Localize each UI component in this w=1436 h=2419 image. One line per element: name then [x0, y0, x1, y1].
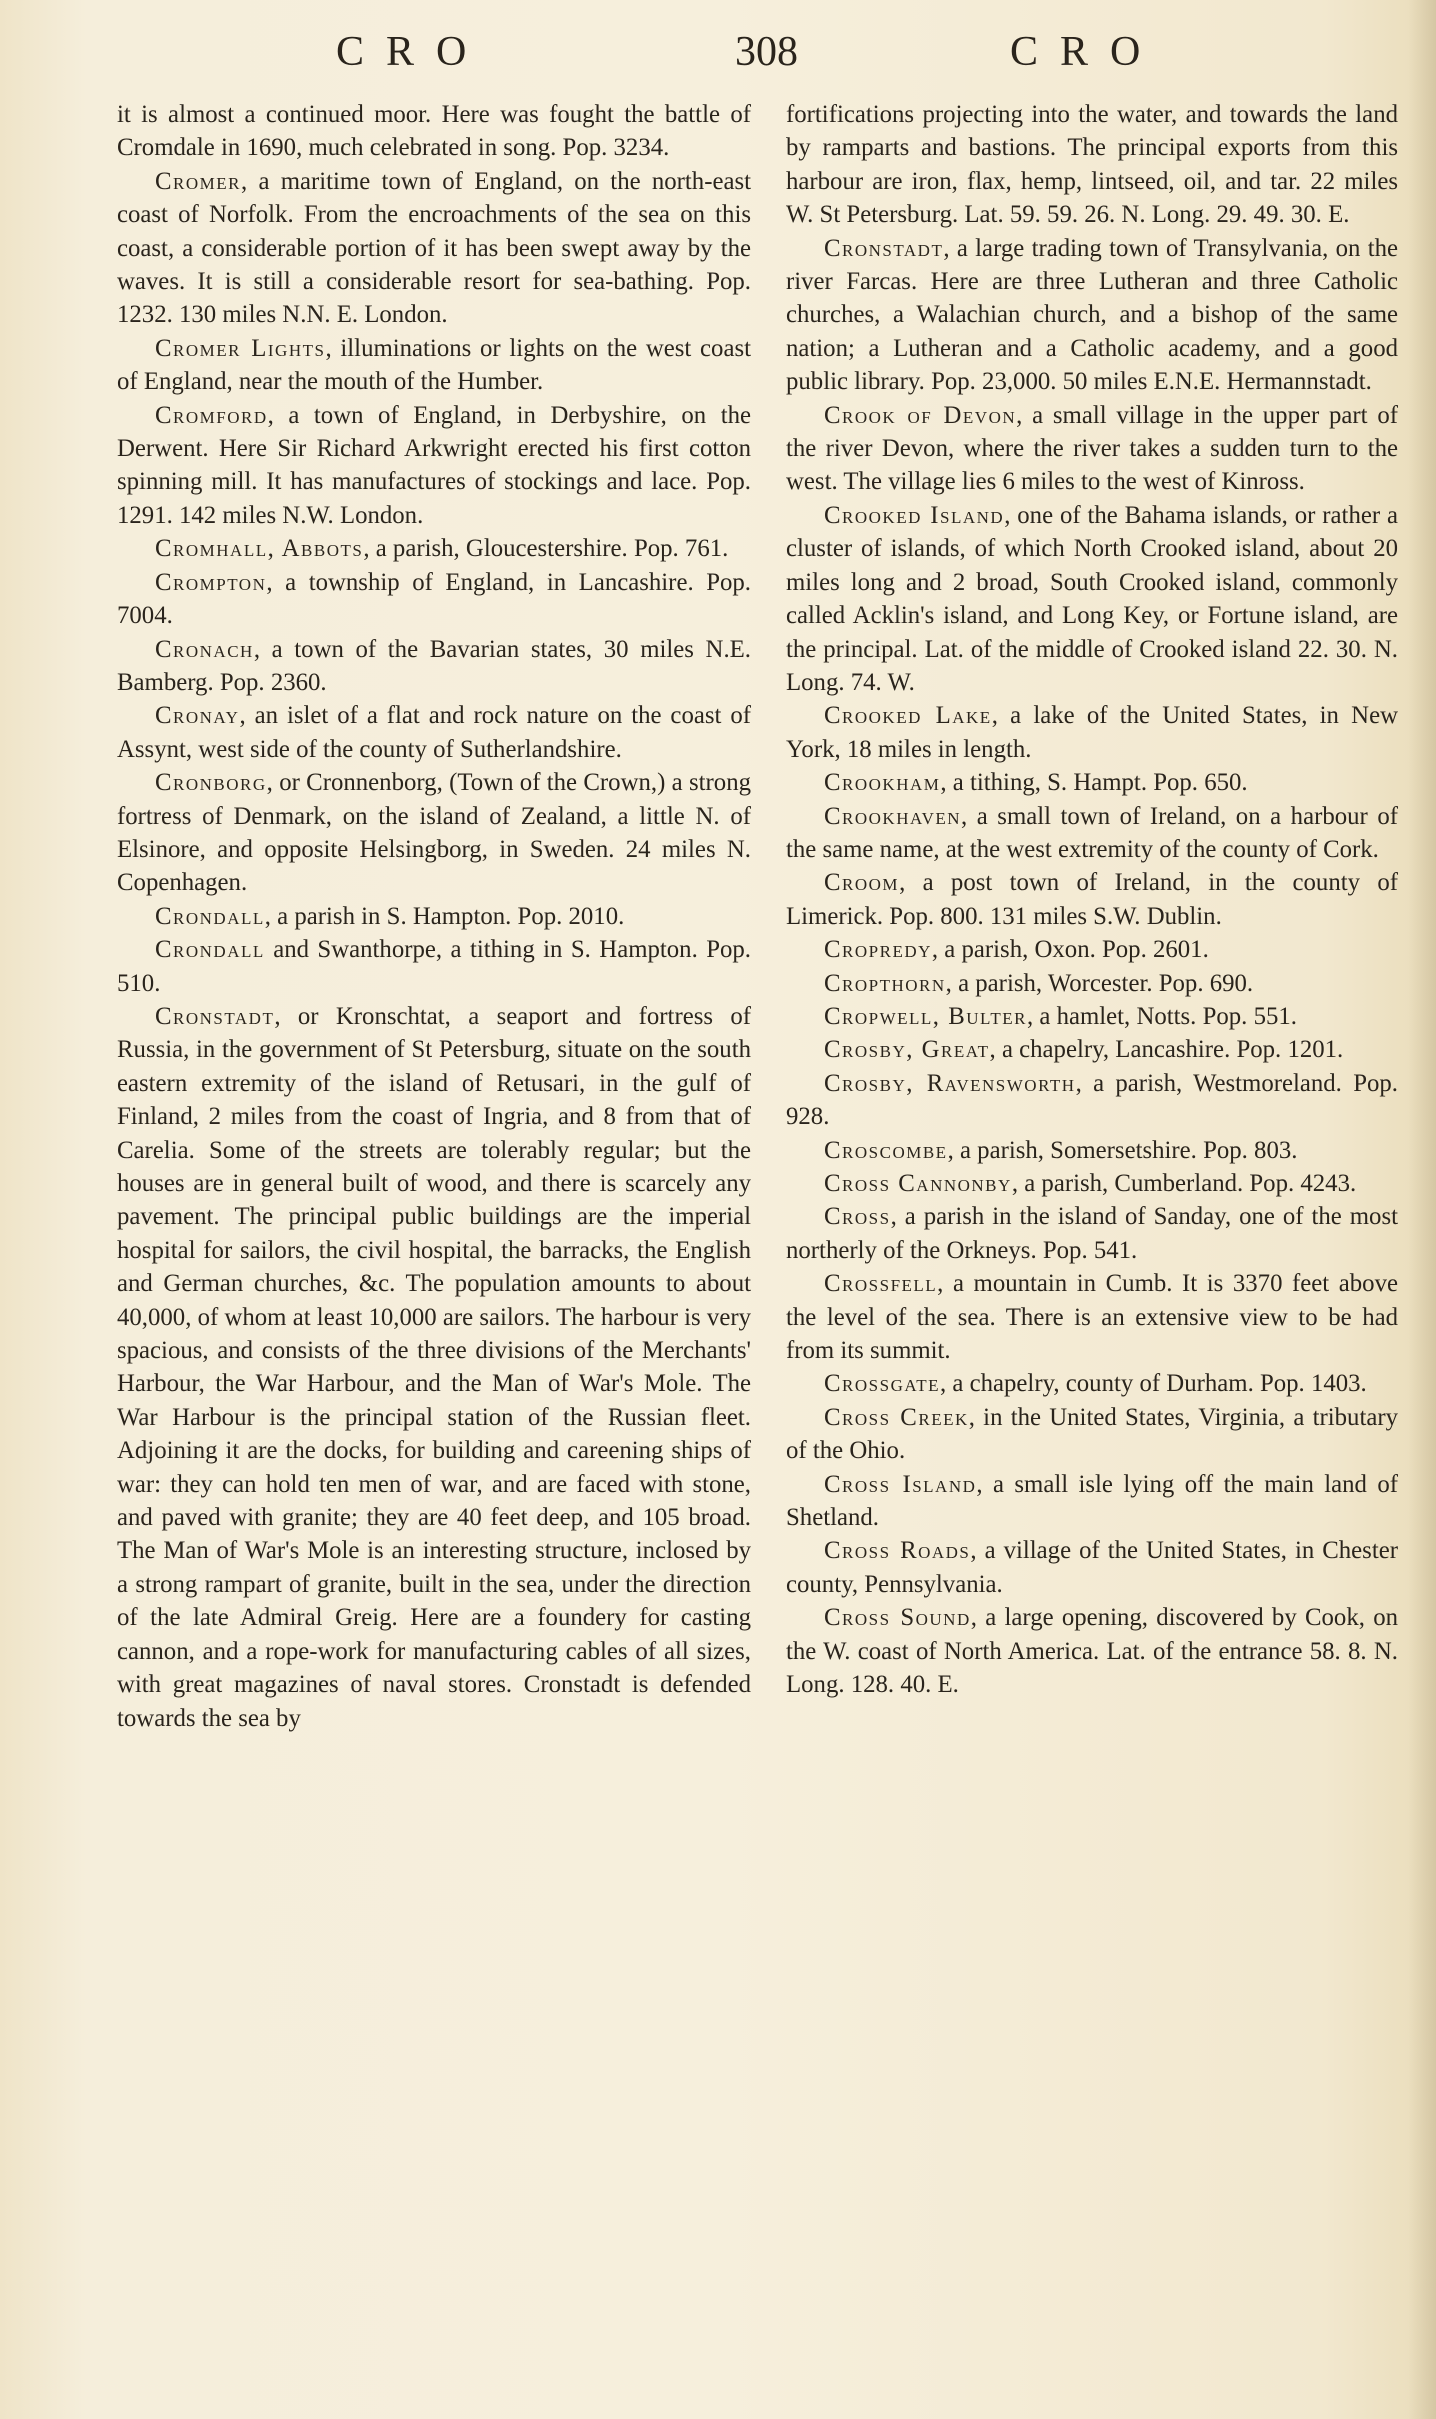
entry-text: , a town of England, in Derbyshire, on the Derwent. Here Sir Richard Arkwright erected his first cotton spinning mill. It has manufactures of stockings and lace. Pop. 1291. 142 miles N.W. London.: [117, 401, 751, 529]
headword: Crossgate: [824, 1370, 941, 1398]
entry: [117, 900, 751, 933]
entry-text: , a post town of Ireland, in the county of Limerick. Pop. 800. 131 miles S.W. Dublin.: [786, 869, 1398, 930]
headword: Crookhaven: [824, 802, 962, 830]
headword: Cromer: [155, 167, 241, 195]
entry-text: , an islet of a flat and rock nature on the coast of Assynt, west side of the county of Sutherlandshire.: [117, 702, 751, 763]
entry: [117, 332, 751, 399]
entry-text: , a tithing, S. Hampt. Pop. 650.: [940, 769, 1248, 797]
headword: Cross Island: [824, 1470, 977, 1498]
headword: Crondall: [155, 936, 265, 964]
entry-text: , a lake of the United States, in New York, 18 miles in length.: [786, 702, 1399, 763]
headword: Cropthorn: [824, 969, 946, 997]
headword: Crossfell: [824, 1270, 938, 1298]
entry-continuation: [786, 98, 1398, 232]
entry: [117, 399, 751, 533]
entry: [117, 933, 751, 1000]
entry: [117, 1000, 751, 1735]
entry-continuation: [117, 98, 751, 165]
entry-text: , a small isle lying off the main land of Shetland.: [786, 1470, 1398, 1532]
entry: [786, 1200, 1398, 1267]
headword: Crompton: [155, 568, 267, 596]
entry: [117, 633, 751, 700]
entry-text: , a town of the Bavarian states, 30 miles N.E. Bamberg. Pop. 2360.: [117, 635, 751, 696]
entry: [786, 1067, 1398, 1134]
entry: [786, 866, 1398, 933]
entry-text: and Swanthorpe, a tithing in S. Hampton. Pop. 510.: [117, 936, 751, 997]
headword: Crosby, Great: [824, 1036, 990, 1064]
headword: Cronay: [155, 702, 240, 730]
entry-text: , one of the Bahama islands, or rather a cluster of islands, of which North Crooked island, about 20 miles long and 2 broad, South Crooked island, commonly called Acklin's island, and Long Key, or Fortune island, are the principal. Lat. of the middle of Crooked island 22. 30. N. Long. 74. W.: [786, 501, 1398, 696]
entry-text: , a parish, Cumberland. Pop. 4243.: [1011, 1170, 1357, 1197]
running-head: [0, 28, 1436, 88]
headword: Cross Creek: [824, 1403, 969, 1431]
entry-text: , a township of England, in Lancashire. Pop. 7004.: [117, 568, 751, 630]
entry-text: , a parish in the island of Sanday, one of the most northerly of the Orkneys. Pop. 541.: [786, 1203, 1398, 1264]
headword: Cronstadt: [155, 1002, 275, 1030]
headword: Cross Roads: [824, 1537, 971, 1565]
entry: [786, 1167, 1398, 1200]
running-head-left: CRO: [336, 29, 489, 75]
entry-text: it is almost a continued moor. Here was fought the battle of Cromdale in 1690, much celebrated in song. Pop. 3234.: [117, 101, 751, 162]
entry: [117, 766, 751, 900]
headword: Cropwell, Bulter: [824, 1002, 1027, 1030]
entry-text: , a mountain in Cumb. It is 3370 feet above the level of the sea. There is an extensive view to be had from its summit.: [786, 1270, 1398, 1365]
headword: Cromhall, Abbots: [155, 535, 364, 563]
headword: Crook of Devon: [824, 401, 1017, 429]
entry-text: , a hamlet, Notts. Pop. 551.: [1026, 1002, 1297, 1030]
entry-text: , illuminations or lights on the west coast of England, near the mouth of the Humber.: [117, 334, 751, 396]
headword: Cross Cannonby: [824, 1170, 1012, 1197]
entry: [786, 1468, 1398, 1535]
entry: [786, 499, 1398, 699]
entry-text: , a parish in S. Hampton. Pop. 2010.: [264, 902, 625, 930]
entry-text: , a large trading town of Transylvania, on the river Farcas. Here are three Lutheran and three Catholic churches, a Walachian church, and a bishop of the same nation; a Lutheran and a Catholic academy, and a good public library. Pop. 23,000. 50 miles E.N.E. Hermannstadt.: [786, 234, 1398, 396]
headword: Cromford: [155, 401, 268, 429]
entry: [117, 532, 751, 565]
entry-text: , a maritime town of England, on the north-east coast of Norfolk. From the encroachments of the sea on this coast, a considerable portion of it has been swept away by the waves. It is still a considerable resort for sea-bathing. Pop. 1232. 130 miles N.N. E. London.: [117, 167, 751, 329]
entry-text: , a chapelry, county of Durham. Pop. 1403.: [940, 1370, 1367, 1398]
entry: [786, 800, 1398, 867]
entry: [786, 766, 1398, 799]
entry-text: , or Cronnenborg, (Town of the Crown,) a strong fortress of Denmark, on the island of Zealand, a little N. of Elsinore, and opposite Helsingborg, in Sweden. 24 miles N. Copenhagen.: [117, 769, 751, 897]
headword: Cropredy: [824, 936, 932, 964]
headword: Croom: [824, 869, 900, 897]
entry: [786, 232, 1398, 399]
entry-text: , a large opening, discovered by Cook, on the W. coast of North America. Lat. of the entrance 58. 8. N. Long. 128. 40. E.: [786, 1604, 1399, 1699]
entry: [786, 933, 1398, 966]
entry: [117, 699, 751, 766]
headword: Croscombe: [824, 1136, 948, 1164]
entry: [786, 1134, 1398, 1167]
entry: [786, 1534, 1398, 1601]
headword: Cronach: [155, 635, 254, 663]
entry-text: , a parish, Gloucestershire. Pop. 761.: [363, 535, 729, 563]
entry: [786, 699, 1398, 766]
entry-text: , a village of the United States, in Chester county, Pennsylvania.: [786, 1537, 1398, 1598]
entry-text: , a chapelry, Lancashire. Pop. 1201.: [989, 1036, 1344, 1064]
headword: Crooked Lake: [824, 702, 992, 730]
entry-text: , a parish, Oxon. Pop. 2601.: [931, 936, 1209, 964]
entry: [786, 1000, 1398, 1033]
left-column: [117, 98, 751, 1735]
entry-text: , or Kronschtat, a seaport and fortress of Russia, in the government of St Petersburg, situate on the south eastern extremity of the island of Retusari, in the gulf of Finland, 2 miles from the coast of Ingria, and 8 from that of Carelia. Some of the streets are tolerably regular; but the houses are in general built of wood, and there is scarcely any pavement. The principal public buildings are the imperial hospital for sailors, the civil hospital, the barracks, the English and German churches, &c. The population amounts to about 40,000, of whom at least 10,000 are sailors. The harbour is very spacious, and consists of the three divisions of the Merchants' Harbour, the War Harbour, and the Man of War's Mole. The War Harbour is the principal station of the Russian fleet. Adjoining it are the docks, for building and careening ships of war: they can hold ten men of war, and are faced with stone, and paved with granite; they are 40 feet deep, and 105 broad. The Man of War's Mole is an interesting structure, inclosed by a strong rampart of granite, built in the sea, under the direction of the late Admiral Greig. Here are a foundery for casting cannon, and a rope-work for manufacturing cables of all sizes, with great magazines of naval stores. Cronstadt is defended towards the sea by: [117, 1002, 751, 1732]
right-column: [786, 98, 1398, 1702]
entry: [786, 1401, 1398, 1468]
entry: [117, 165, 751, 332]
entry-text: fortifications projecting into the water, and towards the land by ramparts and bastions. The principal exports from this harbour are iron, flax, hemp, lintseed, oil, and tar. 22 miles W. St Petersburg. Lat. 59. 59. 26. N. Long. 29. 49. 30. E.: [786, 101, 1398, 229]
headword: Crookham: [824, 769, 941, 797]
entry: [786, 1267, 1398, 1367]
entry-text: , a parish, Somersetshire. Pop. 803.: [947, 1136, 1298, 1164]
entry-text: , a parish, Westmoreland. Pop. 928.: [786, 1069, 1398, 1131]
page-edge-shadow: [1408, 0, 1436, 2419]
headword: Crooked Island: [824, 501, 1005, 529]
entry: [786, 1033, 1398, 1066]
headword: Crondall: [155, 902, 265, 930]
entry-text: , a small town of Ireland, on a harbour of the same name, at the west extremity of the county of Cork.: [786, 802, 1398, 863]
headword: Crosby, Ravensworth: [824, 1069, 1076, 1097]
entry-text: , a small village in the upper part of the river Devon, where the river takes a sudden turn to the west. The village lies 6 miles to the west of Kinross.: [786, 401, 1398, 496]
entry-text: , a parish, Worcester. Pop. 690.: [945, 969, 1254, 997]
headword: Cromer Lights: [155, 334, 326, 362]
entry: [117, 566, 751, 633]
entry: [786, 1367, 1398, 1400]
page-number: 308: [735, 29, 798, 75]
headword: Cross: [824, 1203, 891, 1231]
headword: Cronstadt: [824, 234, 944, 262]
running-head-right: CRO: [1010, 29, 1163, 75]
headword: Cronborg: [155, 769, 267, 797]
entry: [786, 399, 1398, 499]
headword: Cross Sound: [824, 1604, 971, 1632]
entry: [786, 967, 1398, 1000]
entry: [786, 1601, 1398, 1701]
entry-text: , in the United States, Virginia, a tributary of the Ohio.: [786, 1403, 1398, 1465]
